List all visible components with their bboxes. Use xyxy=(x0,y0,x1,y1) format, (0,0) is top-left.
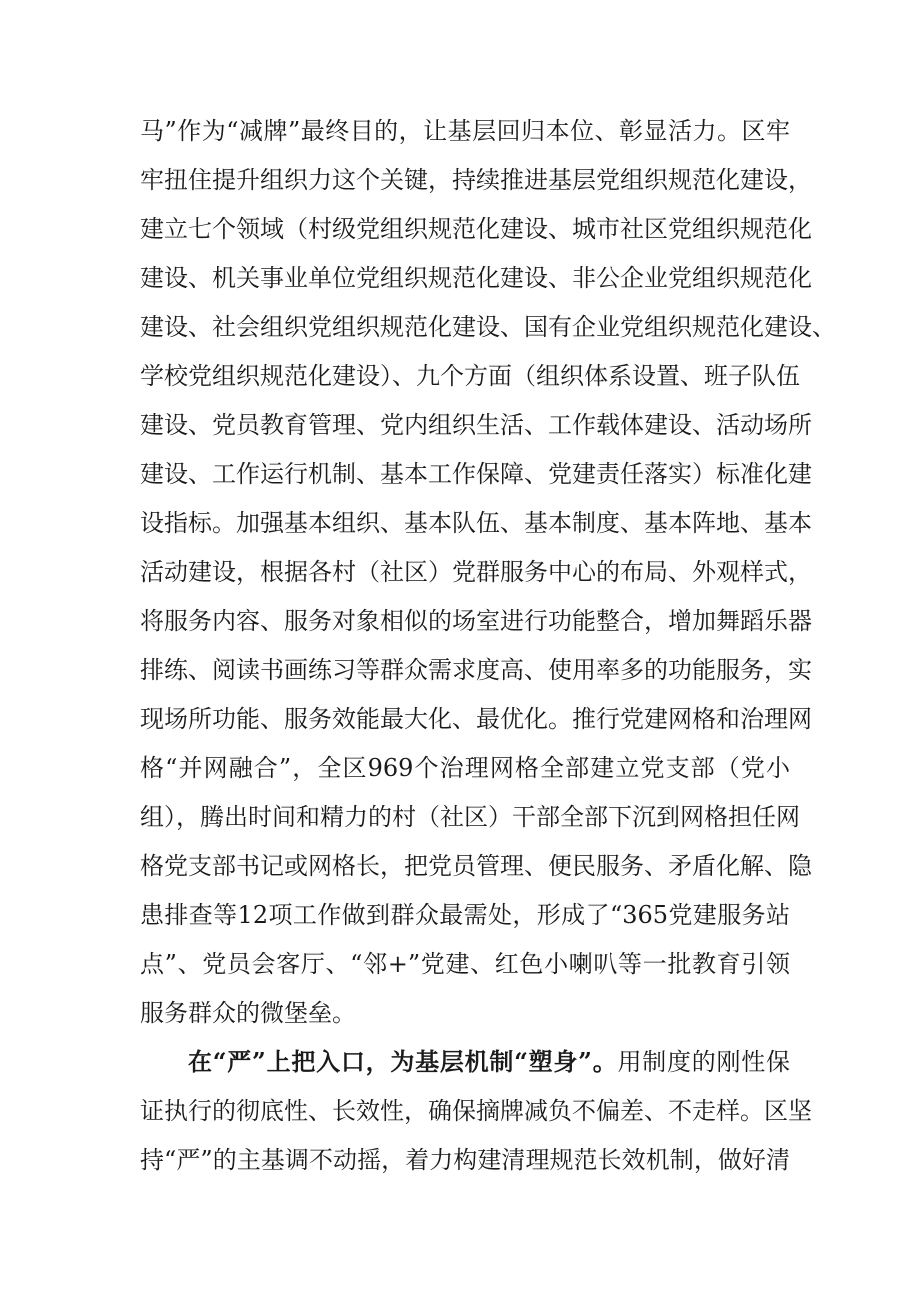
text-line: 持“严”的主基调不动摇，着力构建清理规范长效机制，做好清 xyxy=(140,1146,790,1174)
text-line: 马”作为“减牌”最终目的，让基层回归本位、彰显活力。区牢 xyxy=(140,117,790,145)
text-line: 排练、阅读书画练习等群众需求度高、使用率多的功能服务，实 xyxy=(140,656,812,684)
text-line: 活动建设，根据各村（社区）党群服务中心的布局、外观样式， xyxy=(140,558,812,586)
text-line: 设指标。加强基本组织、基本队伍、基本制度、基本阵地、基本 xyxy=(140,509,812,537)
text-line: 患排查等12项工作做到群众最需处，形成了“365党建服务站 xyxy=(140,901,790,929)
text-line: 建设、工作运行机制、基本工作保障、党建责任落实）标准化建 xyxy=(140,460,812,488)
text-line: 将服务内容、服务对象相似的场室进行功能整合，增加舞蹈乐器 xyxy=(140,607,812,635)
text-line: 建设、社会组织党组织规范化建设、国有企业党组织规范化建设、 xyxy=(140,313,836,341)
text-line: 服务群众的微堡垒。 xyxy=(140,999,356,1027)
text-line: 现场所功能、服务效能最大化、最优化。推行党建网格和治理网 xyxy=(140,705,812,733)
text-line: 组），腾出时间和精力的村（社区）干部全部下沉到网格担任网 xyxy=(140,803,800,831)
text-line: 建立七个领域（村级党组织规范化建设、城市社区党组织规范化 xyxy=(140,215,812,243)
paragraph-lead-text: 用制度的刚性保 xyxy=(617,1048,791,1076)
paragraph-lead-line xyxy=(188,1047,790,1077)
paragraph-heading: 在“严”上把入口，为基层机制“塑身”。 xyxy=(188,1047,618,1076)
text-line: 建设、机关事业单位党组织规范化建设、非公企业党组织规范化 xyxy=(140,264,812,292)
text-line: 证执行的彻底性、长效性，确保摘牌减负不偏差、不走样。区坚 xyxy=(140,1097,812,1125)
text-line: 牢扭住提升组织力这个关键，持续推进基层党组织规范化建设， xyxy=(140,166,812,194)
text-line: 学校党组织规范化建设）、九个方面（组织体系设置、班子队伍 xyxy=(140,362,800,390)
text-line: 点”、党员会客厅、“邻+”党建、红色小喇叭等一批教育引领 xyxy=(140,950,790,978)
text-line: 格党支部书记或网格长，把党员管理、便民服务、矛盾化解、隐 xyxy=(140,852,812,880)
text-line: 建设、党员教育管理、党内组织生活、工作载体建设、活动场所 xyxy=(140,411,812,439)
text-line: 格“并网融合”，全区969个治理网格全部建立党支部（党小 xyxy=(140,754,790,782)
